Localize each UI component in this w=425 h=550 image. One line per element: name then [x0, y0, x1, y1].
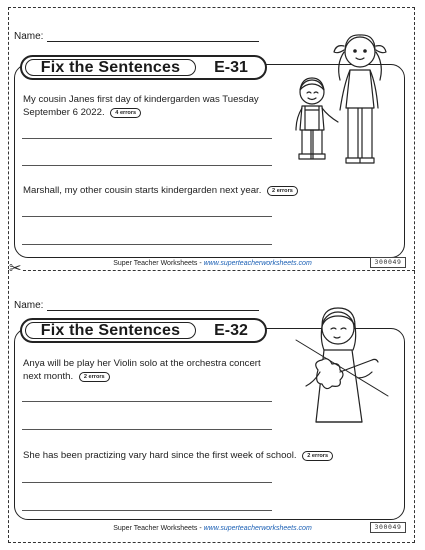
- worksheet-id: 300049: [370, 522, 406, 533]
- worksheet-id: 300049: [370, 257, 406, 268]
- footer-url[interactable]: www.superteacherworksheets.com: [203, 260, 312, 267]
- error-count-badge: 2 errors: [79, 372, 110, 382]
- card-code: E-31: [214, 59, 248, 76]
- writing-line[interactable]: [22, 510, 272, 511]
- footer-site-name: Super Teacher Worksheets -: [113, 525, 204, 532]
- card-title: Fix the Sentences: [25, 59, 196, 76]
- writing-line[interactable]: [22, 138, 272, 139]
- footer-url[interactable]: www.superteacherworksheets.com: [203, 525, 312, 532]
- sentence-1: [23, 357, 273, 383]
- writing-line[interactable]: [22, 429, 272, 430]
- name-line[interactable]: [47, 32, 259, 42]
- sentence-1: [23, 93, 263, 119]
- writing-line[interactable]: [22, 401, 272, 402]
- violinist-illustration: [288, 300, 396, 440]
- name-label: Name:: [14, 300, 44, 311]
- name-line[interactable]: [47, 301, 259, 311]
- error-count-badge: 2 errors: [302, 451, 333, 461]
- error-count-badge: 2 errors: [267, 186, 298, 196]
- worksheet-card-e32: [0, 272, 425, 542]
- cut-line: [8, 270, 415, 271]
- sentence-2: [23, 184, 363, 197]
- scissors-icon: ✂: [9, 259, 22, 277]
- name-row: [14, 31, 259, 42]
- writing-line[interactable]: [22, 216, 272, 217]
- children-illustration: [282, 30, 400, 172]
- footer: [0, 525, 425, 532]
- card-title: Fix the Sentences: [25, 322, 196, 339]
- sentence-text: Anya will be play her Violin solo at the orchestra concert next month.: [23, 358, 261, 382]
- writing-line[interactable]: [22, 482, 272, 483]
- writing-line[interactable]: [22, 165, 272, 166]
- writing-line[interactable]: [22, 244, 272, 245]
- worksheet-card-e31: [0, 0, 425, 270]
- title-pill: [20, 55, 267, 80]
- name-label: Name:: [14, 31, 44, 42]
- title-pill: [20, 318, 267, 343]
- card-code: E-32: [214, 322, 248, 339]
- footer-site-name: Super Teacher Worksheets -: [113, 260, 204, 267]
- sentence-text: Marshall, my other cousin starts kindergarden next year.: [23, 185, 262, 196]
- sentence-text: My cousin Janes first day of kindergarden was Tuesday September 6 2022.: [23, 94, 259, 118]
- footer: [0, 260, 425, 267]
- name-row: [14, 300, 259, 311]
- sentence-2: [23, 449, 393, 462]
- error-count-badge: 4 errors: [110, 108, 141, 118]
- sentence-text: She has been practizing vary hard since the first week of school.: [23, 450, 297, 461]
